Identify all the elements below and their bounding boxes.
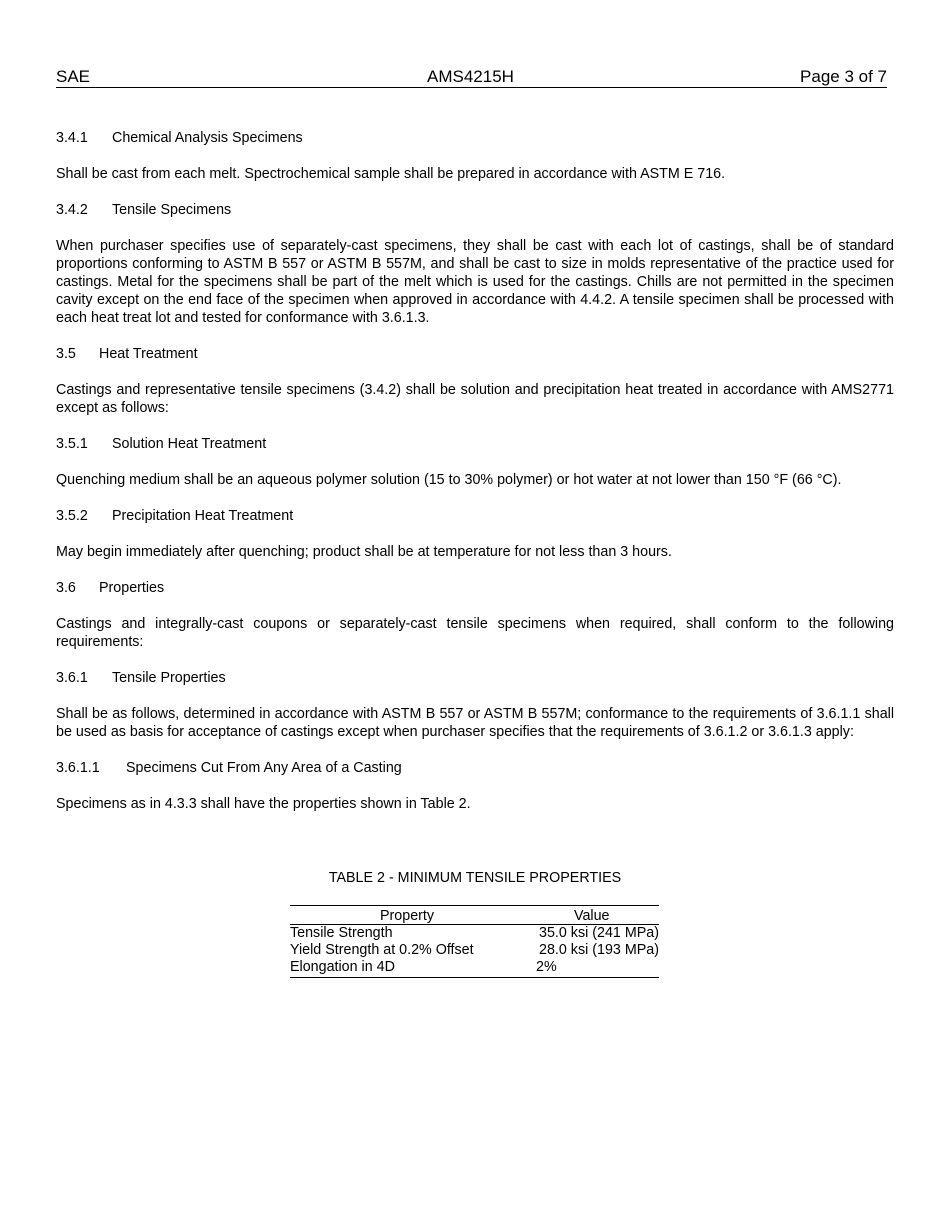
section-title: Precipitation Heat Treatment [112, 508, 294, 524]
table-row [290, 942, 659, 959]
header-org: SAE [56, 67, 91, 86]
table-cell-property: Elongation in 4D [290, 959, 395, 975]
table-row [290, 925, 659, 942]
section-heading [56, 579, 894, 597]
header-doc-id: AMS4215H [427, 67, 514, 86]
header-page-number: Page 3 of 7 [800, 67, 887, 86]
section-title: Tensile Specimens [112, 202, 232, 218]
table-cell-value: 28.0 ksi (193 MPa) [539, 942, 659, 958]
section-heading [56, 507, 894, 525]
document-body [56, 129, 894, 831]
section-number: 3.6 [56, 580, 76, 596]
section-number: 3.5 [56, 346, 76, 362]
table-bottom-rule [290, 977, 659, 978]
section-number: 3.6.1 [56, 670, 88, 686]
section-heading [56, 759, 894, 777]
paragraph: Specimens as in 4.3.3 shall have the properties shown in Table 2. [56, 796, 471, 812]
section-number: 3.4.1 [56, 130, 88, 146]
section-number: 3.6.1.1 [56, 760, 100, 776]
section-title: Tensile Properties [112, 670, 226, 686]
table-row [290, 959, 659, 976]
column-header-value: Value [574, 908, 610, 924]
section-number: 3.5.2 [56, 508, 88, 524]
tensile-properties-table [290, 905, 659, 978]
paragraph: Shall be cast from each melt. Spectrochemical sample shall be prepared in accordance with ASTM E 716. [56, 166, 726, 182]
section-heading [56, 669, 894, 687]
section-heading [56, 345, 894, 363]
paragraph: Quenching medium shall be an aqueous polymer solution (15 to 30% polymer) or hot water at not lower than 150 °F (66 °C). [56, 472, 842, 488]
page-header [56, 67, 887, 88]
section-heading [56, 435, 894, 453]
section-title: Heat Treatment [99, 346, 198, 362]
section-number: 3.5.1 [56, 436, 88, 452]
section-heading [56, 129, 894, 147]
section-title: Solution Heat Treatment [112, 436, 267, 452]
section-number: 3.4.2 [56, 202, 88, 218]
paragraph: Castings and representative tensile specimens (3.4.2) shall be solution and precipitation heat treated in accordance with AMS2771 except as follows: [56, 382, 894, 416]
table-cell-value: 35.0 ksi (241 MPa) [539, 925, 659, 941]
paragraph: Castings and integrally-cast coupons or separately-cast tensile specimens when required, shall conform to the following requirements: [56, 616, 894, 650]
column-header-property: Property [380, 908, 435, 924]
table-caption: TABLE 2 - MINIMUM TENSILE PROPERTIES [328, 870, 622, 886]
table-cell-value: 2% [536, 959, 557, 975]
section-title: Specimens Cut From Any Area of a Casting [126, 760, 402, 776]
section-heading [56, 201, 894, 219]
section-title: Chemical Analysis Specimens [112, 130, 303, 146]
paragraph: Shall be as follows, determined in accordance with ASTM B 557 or ASTM B 557M; conformance to the requirements of 3.6.1.1 shall be used as basis for acceptance of castings except when purchaser specifies that the requirements of 3.6.1.2 or 3.6.1.3 apply: [56, 706, 894, 740]
table-cell-property: Tensile Strength [290, 925, 393, 941]
paragraph: May begin immediately after quenching; product shall be at temperature for not less than 3 hours. [56, 544, 672, 560]
table-header-row [290, 906, 659, 925]
section-title: Properties [99, 580, 165, 596]
table-cell-property: Yield Strength at 0.2% Offset [290, 942, 474, 958]
paragraph: When purchaser specifies use of separately-cast specimens, they shall be cast with each lot of castings, shall be of standard proportions conforming to ASTM B 557 or ASTM B 557M, and shall be cast to size in molds representative of the practice used for castings. Metal for the specimens shall be part of the melt which is used for the castings. Chills are not permitted in the specimen cavity except on the end face of the specimen when approved in accordance with 4.4.2. A tensile specimen shall be processed with each heat treat lot and tested for conformance with 3.6.1.3. [56, 238, 894, 326]
